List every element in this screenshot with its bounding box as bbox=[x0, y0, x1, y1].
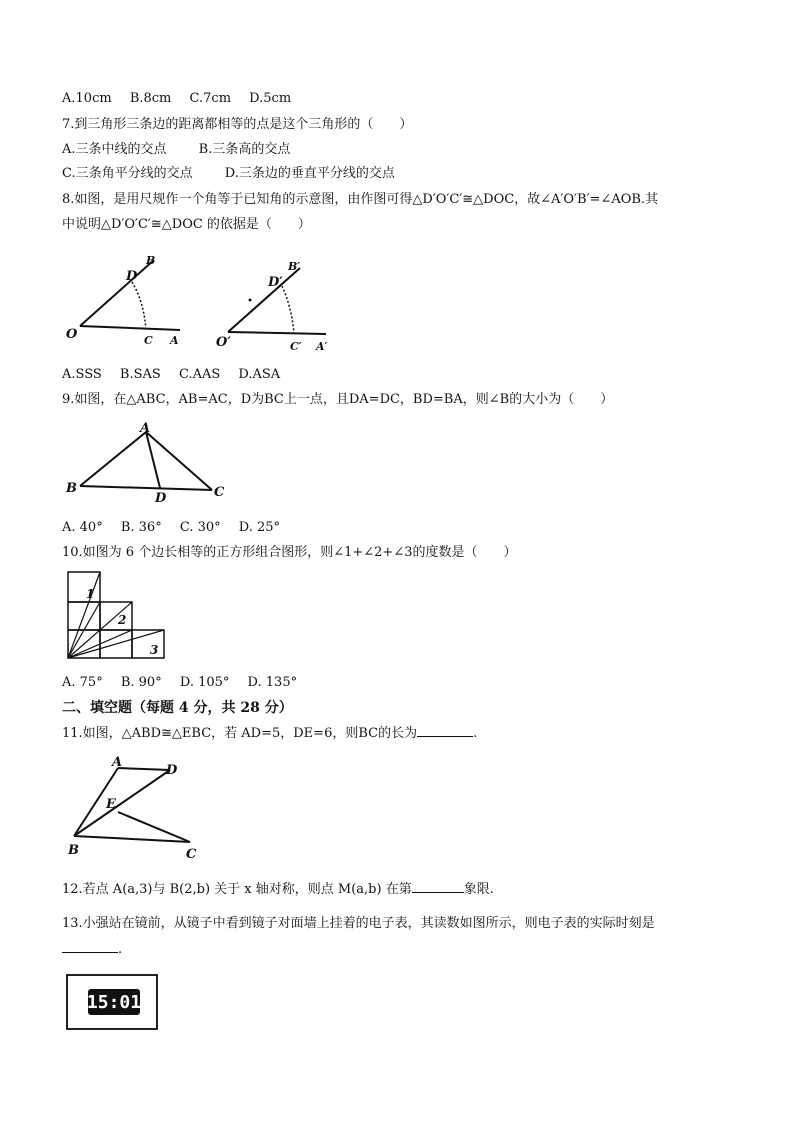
q11-suffix: . bbox=[473, 726, 478, 741]
q9-option-d: D. 25° bbox=[238, 520, 281, 535]
q9-options bbox=[62, 519, 294, 537]
q9-label-c: C bbox=[214, 485, 225, 500]
q7-option-d: D.三条边的垂直平分线的交点 bbox=[224, 166, 395, 181]
q8-left-label-b: B bbox=[146, 254, 156, 267]
q11-label-c: C bbox=[186, 847, 197, 862]
q11-segment-ad bbox=[118, 768, 170, 770]
q7-option-a: A.三条中线的交点 bbox=[62, 142, 167, 157]
q8-option-a: A.SSS bbox=[62, 367, 102, 382]
q11-label-d: D bbox=[166, 763, 178, 778]
q6-option-b: B.8cm bbox=[129, 91, 172, 106]
q6-option-a: A.10cm bbox=[62, 91, 112, 106]
q11-segment-bd bbox=[74, 770, 170, 836]
q9-label-a: A bbox=[140, 421, 151, 436]
q10-figure bbox=[64, 568, 174, 664]
q8-options bbox=[62, 366, 294, 384]
q9-label-d: D bbox=[155, 491, 167, 506]
q9-option-a: A. 40° bbox=[62, 520, 103, 535]
q9-option-b: B. 36° bbox=[120, 520, 162, 535]
q13-answer-blank[interactable] bbox=[62, 940, 118, 953]
q8-stem-line1: 8.如图，是用尺规作一个角等于已知角的示意图，由作图可得△D′O′C′≅△DOC，故∠A′O′B′=∠AOB.其 bbox=[62, 192, 659, 207]
q7-option-b: B.三条高的交点 bbox=[198, 142, 291, 157]
q10-option-d: D. 135° bbox=[247, 675, 298, 690]
q9-figure bbox=[62, 420, 232, 506]
q8-left-label-o: O bbox=[66, 327, 78, 342]
q9-stem: 9.如图，在△ABC，AB=AC，D为BC上一点，且DA=DC，BD=BA，则∠B的大小为（ ） bbox=[62, 392, 614, 407]
section-fill-in-title: 二、填空题（每题 4 分，共 28 分） bbox=[62, 700, 293, 716]
q8-stem-line2: 中说明△D′O′C′≅△DOC 的依据是（ ） bbox=[62, 217, 311, 232]
q10-options bbox=[62, 674, 311, 692]
q12-stem-line bbox=[62, 880, 494, 899]
q7-option-c: C.三条角平分线的交点 bbox=[62, 166, 193, 181]
q8-left-label-a: A bbox=[170, 334, 179, 347]
q11-label-e: E bbox=[106, 797, 116, 812]
q9-side-ab bbox=[80, 432, 146, 486]
q8-right-label-d: D′ bbox=[268, 275, 283, 290]
q9-side-ac bbox=[146, 432, 212, 490]
q8-figure bbox=[60, 252, 360, 352]
q8-left-label-d: D bbox=[126, 269, 138, 284]
q10-stem: 10.如图为 6 个边长相等的正方形组合图形，则∠1+∠2+∠3的度数是（ ） bbox=[62, 545, 517, 560]
q12-answer-blank[interactable] bbox=[412, 880, 464, 893]
q12-suffix: 象限. bbox=[463, 882, 494, 897]
q10-option-b: B. 90° bbox=[120, 675, 162, 690]
q7-stem: 7.到三角形三条边的距离都相等的点是这个三角形的（ ） bbox=[62, 117, 413, 132]
q7-options-row1 bbox=[62, 141, 318, 159]
q8-right-label-a: A′ bbox=[316, 340, 328, 352]
q6-options bbox=[62, 90, 305, 108]
q11-figure bbox=[62, 756, 212, 862]
q12-stem: 12.若点 A(a,3)与 B(2,b) 关于 x 轴对称，则点 M(a,b) 在第 bbox=[62, 882, 412, 897]
q9-segment-ad bbox=[146, 432, 160, 488]
q8-left-ray-oa bbox=[80, 326, 180, 330]
q11-stem-line bbox=[62, 724, 477, 743]
q13-answer-line bbox=[62, 940, 122, 959]
q8-right-label-b: B′ bbox=[288, 260, 301, 273]
q13-stem: 13.小强站在镜前，从镜子中看到镜子对面墙上挂着的电子表，其读数如图所示，则电子表的实际时刻是 bbox=[62, 916, 655, 931]
q7-options-row2 bbox=[62, 165, 423, 183]
q9-option-c: C. 30° bbox=[179, 520, 221, 535]
q8-right-ray-oa bbox=[228, 332, 326, 334]
q11-segment-bc bbox=[74, 836, 190, 842]
q9-side-bc bbox=[80, 486, 212, 490]
q10-label-2: 2 bbox=[118, 613, 127, 627]
q11-label-b: B bbox=[68, 843, 79, 858]
q11-segment-ec bbox=[118, 812, 190, 842]
q8-left-arc bbox=[132, 282, 146, 330]
q11-label-a: A bbox=[112, 756, 123, 770]
q8-option-c: C.AAS bbox=[178, 367, 221, 382]
q10-option-a: A. 75° bbox=[62, 675, 103, 690]
q11-stem: 11.如图，△ABD≅△EBC，若 AD=5，DE=6，则BC的长为 bbox=[62, 726, 418, 741]
q8-left-label-c: C bbox=[144, 334, 153, 347]
q8-right-label-c: C′ bbox=[290, 340, 302, 352]
q10-option-c: D. 105° bbox=[179, 675, 230, 690]
q13-clock-figure bbox=[66, 974, 158, 1030]
q8-right-label-o: O′ bbox=[216, 335, 231, 350]
q13-clock-reading: 15:01 bbox=[86, 991, 142, 1013]
q13-clock-display bbox=[88, 989, 140, 1015]
q8-left-ray-ob bbox=[80, 260, 154, 326]
q13-suffix: . bbox=[118, 942, 123, 957]
q10-label-1: 1 bbox=[86, 587, 95, 601]
q6-option-d: D.5cm bbox=[249, 91, 292, 106]
q8-right-dot bbox=[249, 299, 252, 302]
q10-label-3: 3 bbox=[150, 643, 159, 657]
q8-option-d: D.ASA bbox=[238, 367, 281, 382]
q11-answer-blank[interactable] bbox=[417, 724, 473, 737]
q6-option-c: C.7cm bbox=[189, 91, 232, 106]
q9-label-b: B bbox=[66, 481, 77, 496]
q8-right-ray-ob bbox=[228, 268, 300, 332]
q8-right-arc bbox=[282, 286, 294, 334]
q8-option-b: B.SAS bbox=[119, 367, 161, 382]
